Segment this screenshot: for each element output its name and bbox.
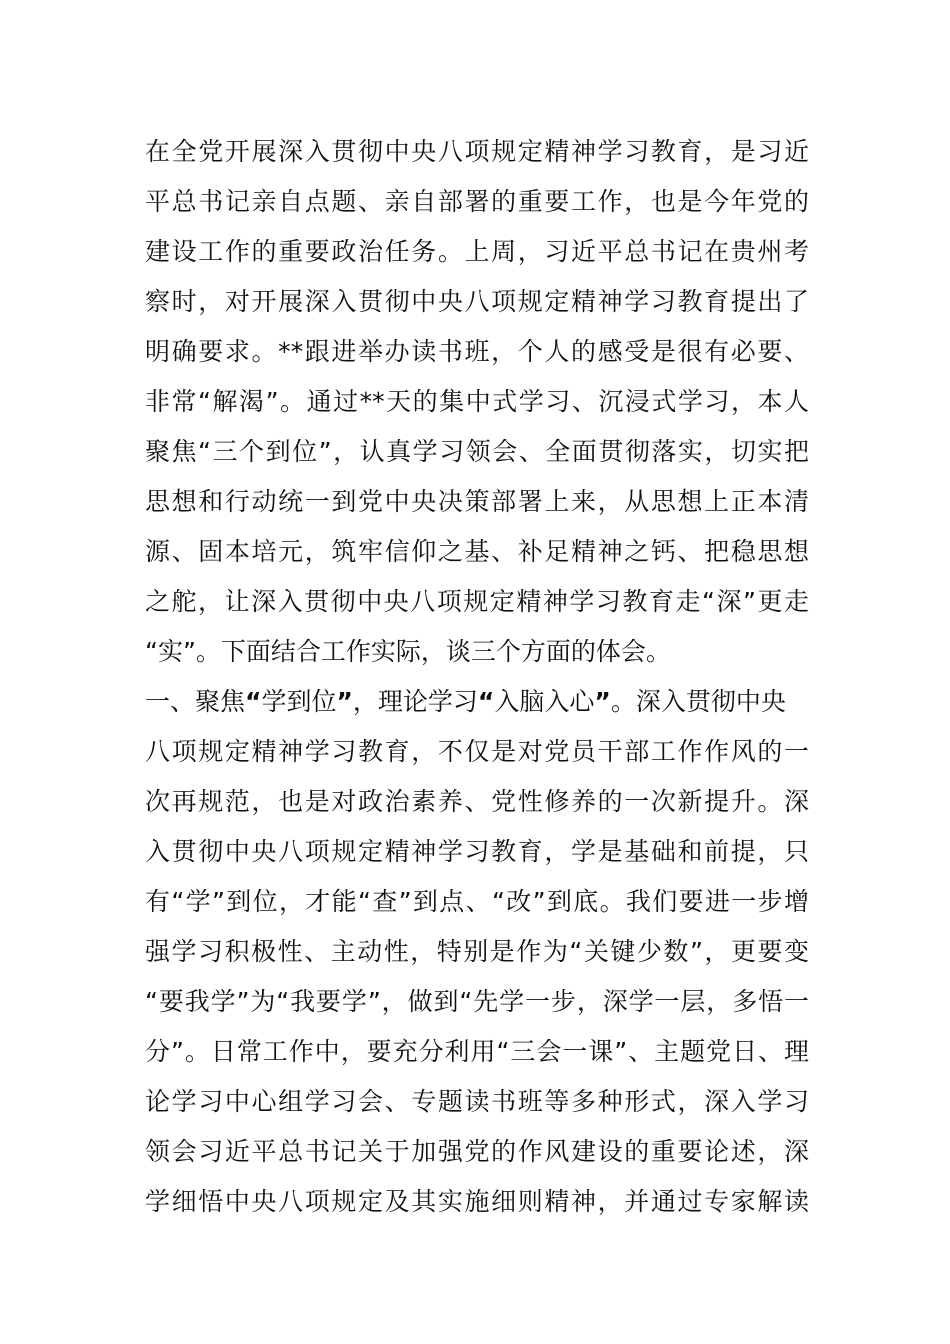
- heading-part1: 学到位: [261, 687, 337, 716]
- text-line: 平总书记亲自点题、亲自部署的重要工作，也是今年党的: [145, 187, 809, 216]
- text-line: 察时，对开展深入贯彻中央八项规定精神学习教育提出了: [145, 287, 809, 316]
- text-line: 八项规定精神学习教育，不仅是对党员干部工作作风的一: [145, 737, 809, 766]
- text-line: 论学习中心组学习会、专题读书班等多种形式，深入学习: [145, 1087, 809, 1116]
- text-line: 领会习近平总书记关于加强党的作风建设的重要论述，深: [145, 1137, 809, 1166]
- heading-quote-open: “: [245, 687, 262, 716]
- text-line-last: “实”。下面结合工作实际，谈三个方面的体会。: [145, 637, 671, 666]
- text-line: 思想和行动统一到党中央决策部署上来，从思想上正本清: [145, 487, 809, 516]
- heading-mid: ，理论学习: [352, 687, 478, 716]
- text-line: 建设工作的重要政治任务。上周，习近平总书记在贵州考: [145, 237, 809, 266]
- text-line: 入贯彻中央八项规定精神学习教育，学是基础和前提，只: [145, 837, 809, 866]
- text-line: 聚焦“三个到位”，认真学习领会、全面贯彻落实，切实把: [145, 437, 809, 466]
- text-line: 次再规范，也是对政治素养、党性修养的一次新提升。深: [145, 787, 809, 816]
- text-line: 在全党开展深入贯彻中央八项规定精神学习教育，是习近: [145, 137, 809, 166]
- heading-prefix: 一、聚焦: [145, 687, 246, 716]
- text-line: 源、固本培元，筑牢信仰之基、补足精神之钙、把稳思想: [145, 537, 809, 566]
- heading-suffix: 。深入贯彻中央: [610, 687, 786, 716]
- text-line: 之舵，让深入贯彻中央八项规定精神学习教育走“深”更走: [145, 587, 809, 616]
- text-line: 明确要求。**跟进举办读书班，个人的感受是很有必要、: [145, 337, 809, 366]
- text-line: 分”。日常工作中，要充分利用“三会一课”、主题党日、理: [145, 1037, 809, 1066]
- document-body: [145, 127, 809, 1227]
- text-line: 强学习积极性、主动性，特别是作为“关键少数”，更要变: [145, 937, 809, 966]
- section-heading: [145, 677, 809, 727]
- heading-quote-open: “: [477, 687, 495, 716]
- text-line: 学细悟中央八项规定及其实施细则精神，并通过专家解读: [145, 1187, 809, 1216]
- heading-quote-close: ”: [336, 687, 353, 716]
- heading-part2: 入脑入心: [494, 687, 595, 716]
- text-line: 有“学”到位，才能“查”到点、“改”到底。我们要进一步增: [145, 887, 809, 916]
- text-line: “要我学”为“我要学”，做到“先学一步，深学一层，多悟一: [145, 987, 809, 1016]
- text-line: 非常“解渴”。通过**天的集中式学习、沉浸式学习，本人: [145, 387, 809, 416]
- heading-quote-close: ”: [594, 687, 611, 716]
